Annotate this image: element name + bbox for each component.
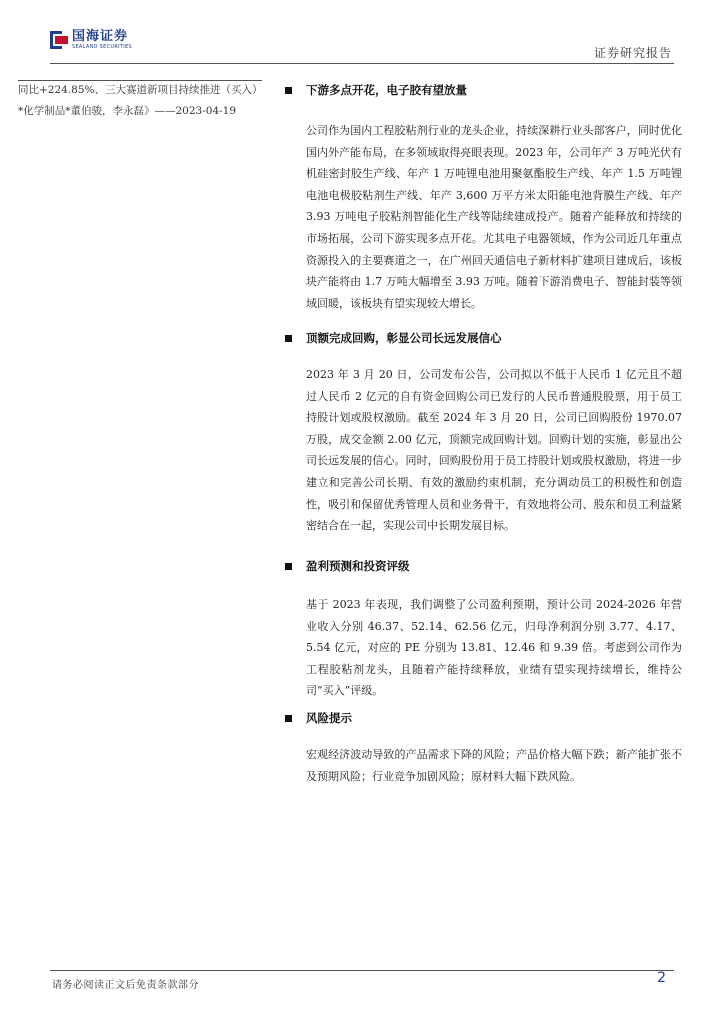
related-reports bbox=[18, 80, 263, 122]
related-report-line: 同比+224.85%、三大赛道新项目持续推进（买入） bbox=[18, 84, 263, 96]
square-bullet-icon bbox=[285, 87, 292, 94]
section-paragraph: 2023 年 3 月 20 日，公司发布公告，公司拟以不低于人民币 1 亿元且不超过人民币 2 亿元的自有资金回购公司已发行的人民币普通股股票，用于员工持股计划或股权激励。截至 2024 年 3 月 20 日，公司已回购股份 1970.07 万股，成交金额 2.00 亿元，顶额完成回购计划。回购计划的实施，彰显出公司长远发展的信心。同时，回购股份用于员工持股计划或股权激励，将进一步建立和完善公司长期、有效的激励约束机制，充分调动员工的积极性和创造性，吸引和保留优秀管理人员和业务骨干，有效地将公司、股东和员工利益紧密结合在一起，实现公司中长期发展目标。 bbox=[306, 368, 682, 533]
section-paragraph: 基于 2023 年表现，我们调整了公司盈利预期，预计公司 2024-2026 年营业收入分别 46.37、52.14、62.56 亿元，归母净利润分别 3.77、4.17、5.54 亿元，对应的 PE 分别为 13.81、12.46 和 9.39 倍。考虑到公司作为工程胶粘剂龙头，且随着产能持续释放，业绩有望实现持续增长，维持公司“买入”评级。 bbox=[306, 598, 682, 698]
logo-name-en: SEALAND SECURITIES bbox=[72, 44, 132, 50]
company-logo bbox=[50, 30, 132, 50]
footer-divider bbox=[50, 970, 674, 971]
header-divider bbox=[50, 63, 674, 64]
section-heading bbox=[285, 710, 352, 726]
section-heading bbox=[285, 558, 410, 574]
section-paragraph: 宏观经济波动导致的产品需求下降的风险；产品价格大幅下跌；新产能扩张不及预期风险；行业竞争加剧风险；原材料大幅下跌风险。 bbox=[306, 748, 682, 783]
page-number: 2 bbox=[657, 970, 666, 986]
related-report-line: *化学制品*董伯骏，李永磊》——2023-04-19 bbox=[18, 105, 237, 117]
section-heading bbox=[285, 82, 467, 98]
section-paragraph: 公司作为国内工程胶粘剂行业的龙头企业，持续深耕行业头部客户，同时优化国内外产能布局，在多领域取得亮眼表现。2023 年，公司年产 3 万吨光伏有机硅密封胶生产线、年产 1 万吨锂电池用聚氨酯胶生产线、年产 1.5 万吨锂电池电极胶粘剂生产线、年产 3,600 万平方米太阳能电池背膜生产线、年产 3.93 万吨电子胶粘剂智能化生产线等陆续建成投产。随着产能释放和持续的市场拓展，公司下游实现多点开花。尤其电子电器领域，作为公司近几年重点资源投入的主要赛道之一，在广州回天通信电子新材料扩建项目建成后，该板块产能将由 1.7 万吨大幅增至 3.93 万吨。随着下游消费电子、智能封装等领域回暖，该板块有望实现较大增长。 bbox=[306, 124, 682, 310]
section-heading-text: 下游多点开花，电子胶有望放量 bbox=[306, 83, 467, 97]
report-type-label: 证券研究报告 bbox=[593, 46, 672, 60]
logo-name-cn: 国海证券 bbox=[72, 29, 129, 44]
square-bullet-icon bbox=[285, 715, 292, 722]
logo-mark-icon bbox=[50, 31, 68, 49]
square-bullet-icon bbox=[285, 335, 292, 342]
section-heading-text: 顶额完成回购，彰显公司长远发展信心 bbox=[306, 331, 502, 345]
square-bullet-icon bbox=[285, 563, 292, 570]
section-heading bbox=[285, 330, 502, 346]
disclaimer-note: 请务必阅读正文后免责条款部分 bbox=[52, 980, 199, 991]
section-heading-text: 风险提示 bbox=[306, 711, 352, 725]
section-heading-text: 盈利预测和投资评级 bbox=[306, 559, 410, 573]
